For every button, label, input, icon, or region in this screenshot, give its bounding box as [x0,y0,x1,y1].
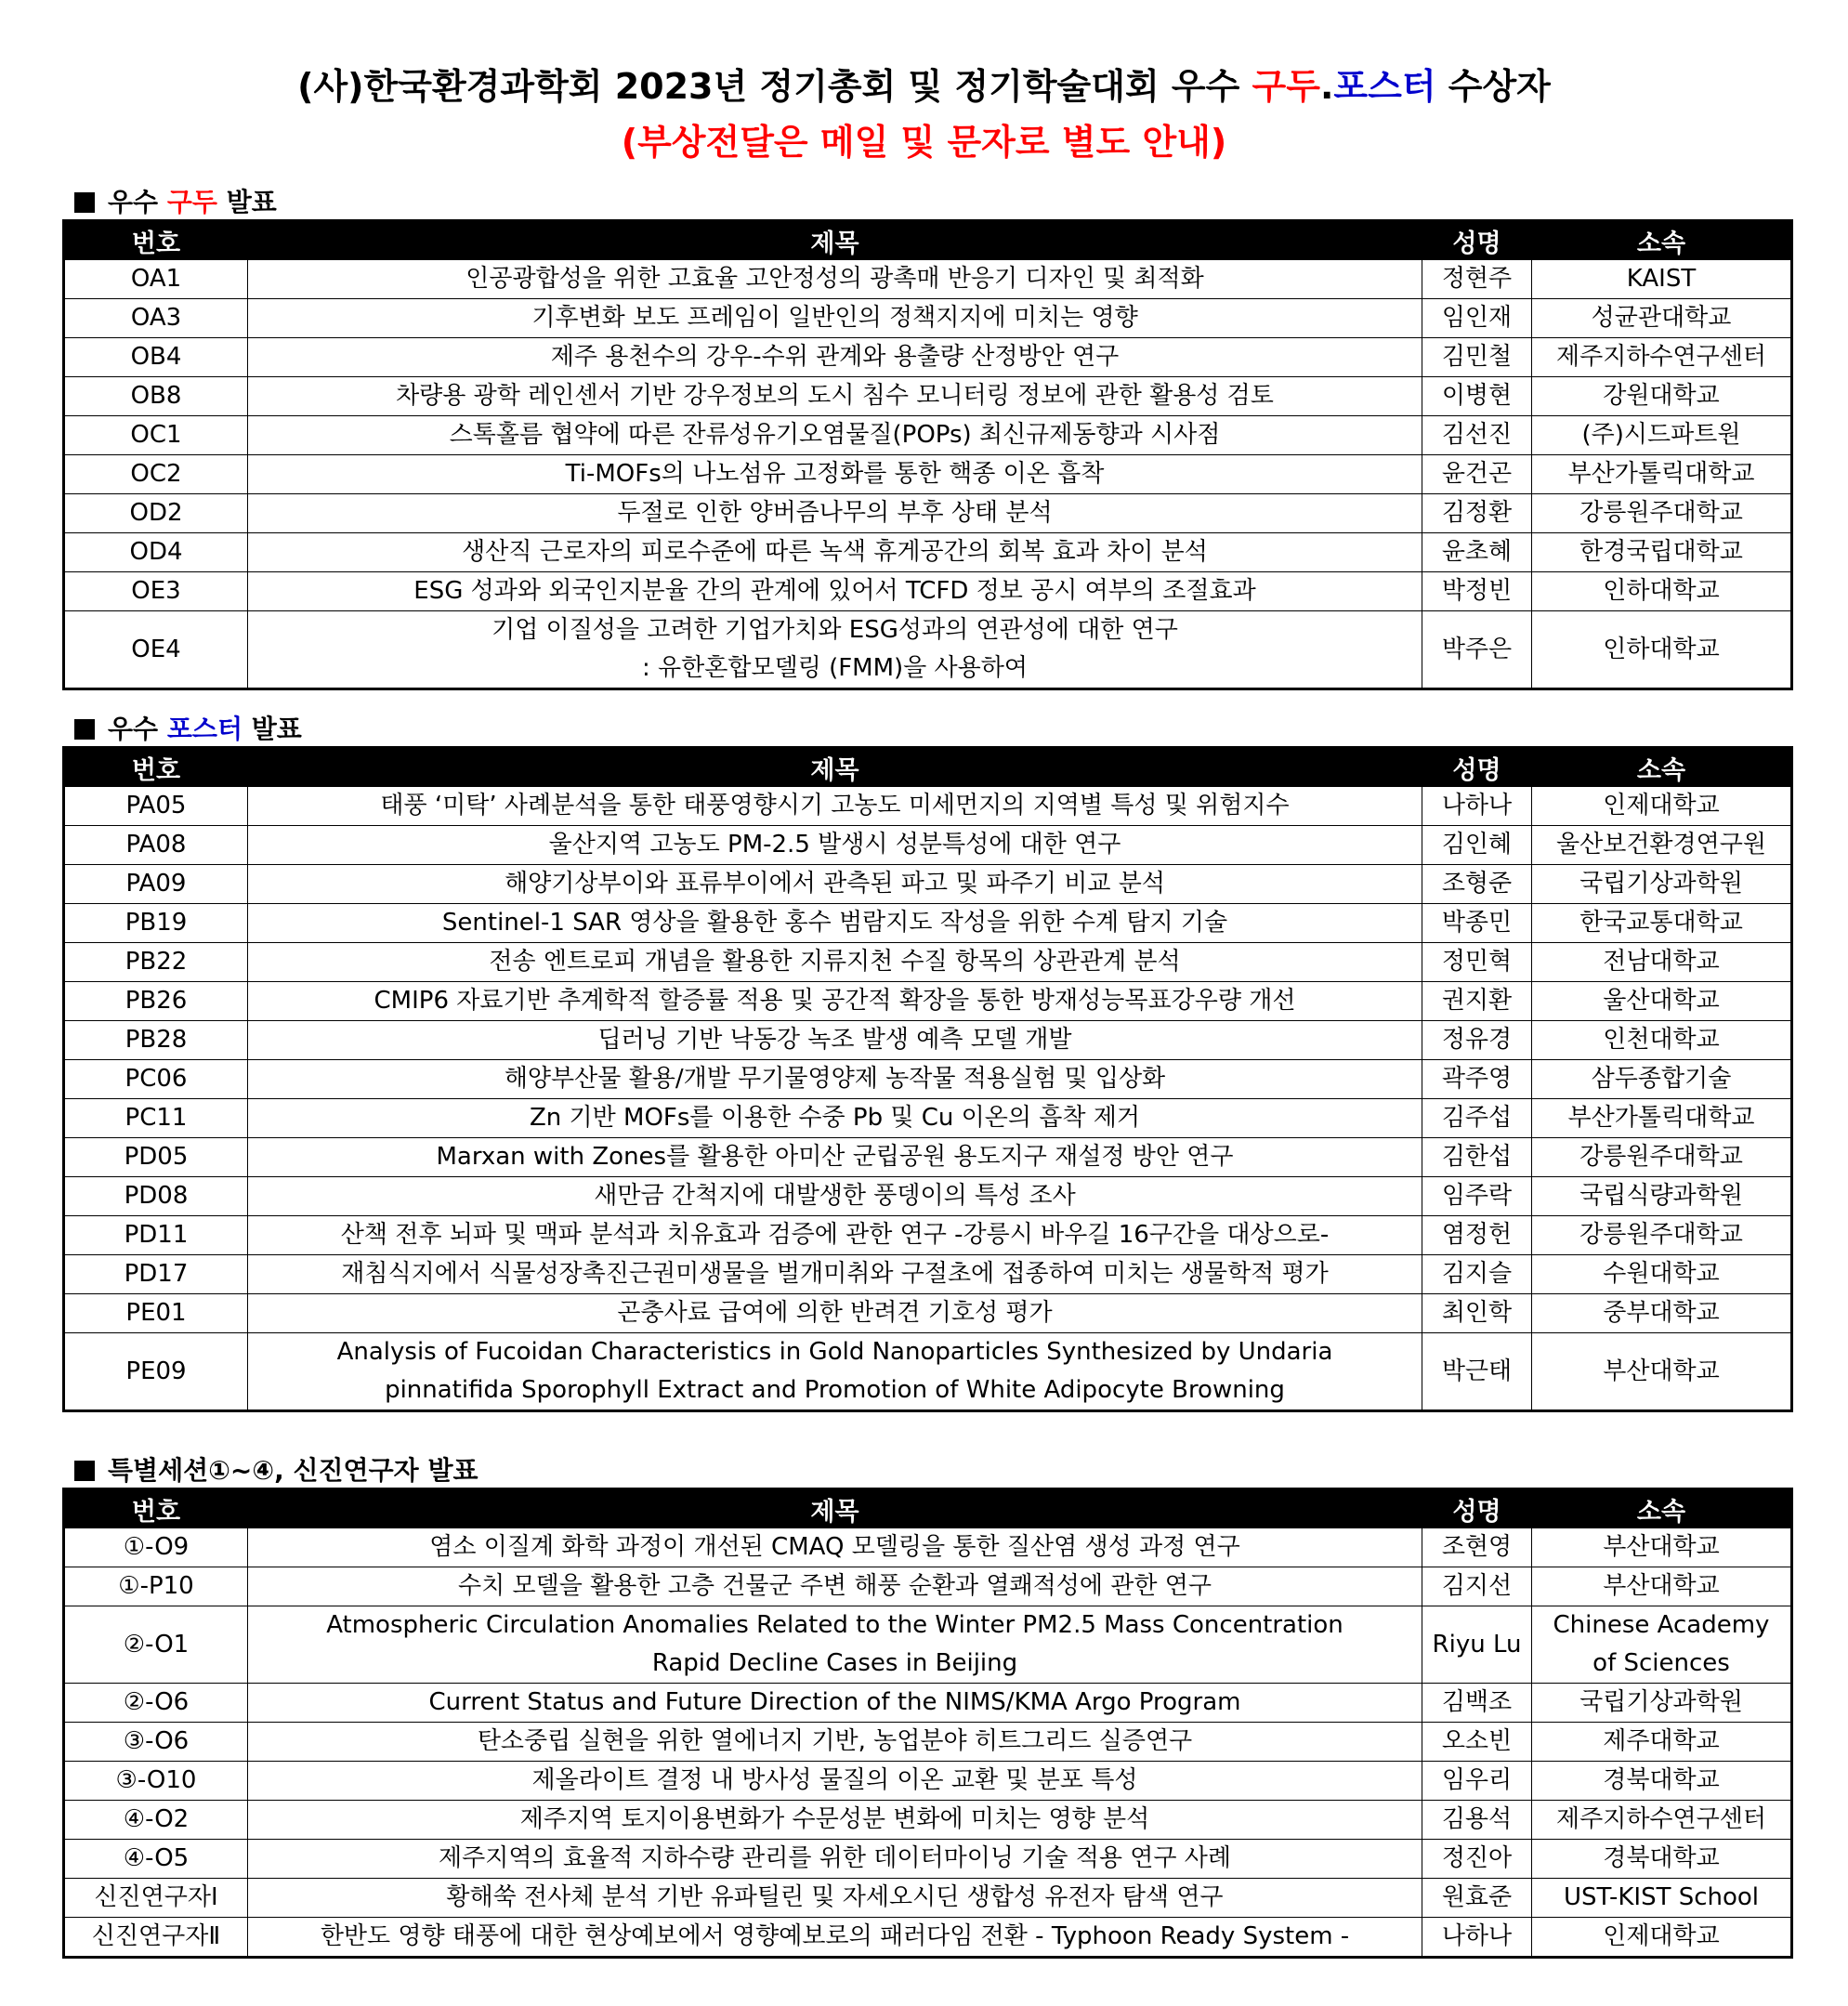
cell-name: 곽주영 [1422,1060,1532,1099]
cell-title-line: Atmospheric Circulation Anomalies Related to the Winter PM2.5 Mass Concentration [326,1611,1343,1639]
cell-title-line: Analysis of Fucoidan Characteristics in Gold Nanoparticles Synthesized by Undaria [336,1338,1333,1366]
cell-name: 권지환 [1422,982,1532,1021]
table-row [64,1723,1792,1762]
cell-affiliation: 국립식량과학원 [1532,1177,1792,1216]
oral-awards-table [62,219,1793,690]
table-row [64,572,1792,611]
cell-affiliation-line: Chinese Academy [1553,1611,1770,1639]
cell-affiliation: 제주지하수연구센터 [1532,1801,1792,1840]
cell-affiliation: 전남대학교 [1532,943,1792,982]
cell-name: 박주은 [1422,611,1532,689]
cell-number: ③-O6 [64,1723,248,1762]
cell-name: 이병현 [1422,377,1532,416]
column-header-title: 제목 [248,748,1422,787]
cell-affiliation: 성균관대학교 [1532,299,1792,338]
cell-number: ④-O5 [64,1840,248,1879]
cell-affiliation: 인천대학교 [1532,1021,1792,1060]
cell-title: Ti-MOFs의 나노섬유 고정화를 통한 핵종 이온 흡착 [248,455,1422,494]
cell-number: OC1 [64,416,248,455]
table-row [64,1801,1792,1840]
square-bullet-icon [74,1461,95,1481]
cell-name: 김지슬 [1422,1255,1532,1294]
cell-title [248,1333,1422,1411]
cell-title: 해양기상부이와 표류부이에서 관측된 파고 및 파주기 비교 분석 [248,865,1422,904]
cell-title: 해양부산물 활용/개발 무기물영양제 농작물 적용실험 및 입상화 [248,1060,1422,1099]
cell-number: PB19 [64,904,248,943]
cell-affiliation: 부산대학교 [1532,1528,1792,1567]
title-dot: . [1319,66,1334,107]
cell-title: 전송 엔트로피 개념을 활용한 지류지천 수질 항목의 상관관계 분석 [248,943,1422,982]
cell-number: PA08 [64,826,248,865]
column-header-title: 제목 [248,221,1422,260]
cell-affiliation: 한국교통대학교 [1532,904,1792,943]
cell-title: Zn 기반 MOFs를 이용한 수중 Pb 및 Cu 이온의 흡착 제거 [248,1099,1422,1138]
table-row [64,1879,1792,1918]
cell-name: 박근태 [1422,1333,1532,1411]
cell-number: PB26 [64,982,248,1021]
table-row [64,494,1792,533]
cell-name: 박종민 [1422,904,1532,943]
table-row [64,533,1792,572]
cell-title: 생산직 근로자의 피로수준에 따른 녹색 휴게공간의 회복 효과 차이 분석 [248,533,1422,572]
cell-title: Marxan with Zones를 활용한 아미산 군립공원 용도지구 재설정 방안 연구 [248,1138,1422,1177]
cell-affiliation: UST-KIST School [1532,1879,1792,1918]
cell-number: 신진연구자Ⅰ [64,1879,248,1918]
cell-affiliation: 인제대학교 [1532,1918,1792,1958]
column-header-number: 번호 [64,748,248,787]
column-header-affiliation: 소속 [1532,221,1792,260]
table-row [64,260,1792,299]
cell-name: 윤건곤 [1422,455,1532,494]
title-suffix: 수상자 [1435,66,1551,107]
cell-affiliation [1532,1606,1792,1684]
table-row [64,377,1792,416]
table-row [64,1606,1792,1684]
cell-number: PD05 [64,1138,248,1177]
column-header-affiliation: 소속 [1532,748,1792,787]
cell-affiliation: 제주대학교 [1532,1723,1792,1762]
cell-number: ②-O6 [64,1684,248,1723]
table-row [64,787,1792,826]
cell-number: OE4 [64,611,248,689]
cell-title: 수치 모델을 활용한 고층 건물군 주변 해풍 순환과 열쾌적성에 관한 연구 [248,1567,1422,1606]
section-heading-oral: 우수 구두 발표 [74,182,277,219]
cell-number: OD4 [64,533,248,572]
cell-title: ESG 성과와 외국인지분율 간의 관계에 있어서 TCFD 정보 공시 여부의 조절효과 [248,572,1422,611]
cell-name: 조형준 [1422,865,1532,904]
table-row [64,982,1792,1021]
cell-affiliation: 국립기상과학원 [1532,1684,1792,1723]
page-title [0,58,1848,109]
cell-number: 신진연구자Ⅱ [64,1918,248,1958]
cell-name: 김인혜 [1422,826,1532,865]
cell-affiliation: 한경국립대학교 [1532,533,1792,572]
section-heading-poster: 우수 포스터 발표 [74,709,302,746]
cell-affiliation: 강원대학교 [1532,377,1792,416]
cell-affiliation: 강릉원주대학교 [1532,1138,1792,1177]
table-row [64,1684,1792,1723]
cell-affiliation: 강릉원주대학교 [1532,1216,1792,1255]
cell-number: OA3 [64,299,248,338]
square-bullet-icon [74,192,95,213]
table-row [64,1528,1792,1567]
cell-title-line: Rapid Decline Cases in Beijing [651,1649,1018,1677]
cell-affiliation: 울산보건환경연구원 [1532,826,1792,865]
column-header-number: 번호 [64,1489,248,1528]
cell-number: OA1 [64,260,248,299]
cell-name: 김정환 [1422,494,1532,533]
cell-affiliation: 부산가톨릭대학교 [1532,455,1792,494]
table-row [64,455,1792,494]
cell-name: 임주락 [1422,1177,1532,1216]
cell-affiliation: 수원대학교 [1532,1255,1792,1294]
title-oral-highlight: 구두 [1252,66,1320,107]
cell-name: 염정헌 [1422,1216,1532,1255]
cell-affiliation: 인하대학교 [1532,611,1792,689]
cell-name: 나하나 [1422,1918,1532,1958]
cell-affiliation: 삼두종합기술 [1532,1060,1792,1099]
cell-title: 한반도 영향 태풍에 대한 현상예보에서 영향예보로의 패러다임 전환 - Typhoon Ready System - [248,1918,1422,1958]
table-row [64,1021,1792,1060]
cell-title: Current Status and Future Direction of the NIMS/KMA Argo Program [248,1684,1422,1723]
cell-name: 윤초혜 [1422,533,1532,572]
table-header-row [64,748,1792,787]
page-subtitle: (부상전달은 메일 및 문자로 별도 안내) [621,122,1227,163]
cell-title: CMIP6 자료기반 추계학적 할증률 적용 및 공간적 확장을 통한 방재성능목표강우량 개선 [248,982,1422,1021]
cell-number: ①-P10 [64,1567,248,1606]
cell-name: 조현영 [1422,1528,1532,1567]
table-row [64,1177,1792,1216]
cell-affiliation: 제주지하수연구센터 [1532,338,1792,377]
cell-title: 재침식지에서 식물성장촉진근권미생물을 벌개미취와 구절초에 접종하여 미치는 생물학적 평가 [248,1255,1422,1294]
table-row [64,299,1792,338]
cell-number: ③-O10 [64,1762,248,1801]
cell-name: 정현주 [1422,260,1532,299]
cell-title: 차량용 광학 레인센서 기반 강우정보의 도시 침수 모니터링 정보에 관한 활용성 검토 [248,377,1422,416]
cell-title: 태풍 ‘미탁’ 사례분석을 통한 태풍영향시기 고농도 미세먼지의 지역별 특성 및 위험지수 [248,787,1422,826]
column-header-title: 제목 [248,1489,1422,1528]
cell-name: 임우리 [1422,1762,1532,1801]
cell-title: 제주지역 토지이용변화가 수문성분 변화에 미치는 영향 분석 [248,1801,1422,1840]
column-header-name: 성명 [1422,748,1532,787]
table-row [64,1294,1792,1333]
cell-title: 염소 이질계 화학 과정이 개선된 CMAQ 모델링을 통한 질산염 생성 과정 연구 [248,1528,1422,1567]
cell-name: 박정빈 [1422,572,1532,611]
cell-name: 정유경 [1422,1021,1532,1060]
cell-number: PB22 [64,943,248,982]
cell-number: PE01 [64,1294,248,1333]
cell-number: ①-O9 [64,1528,248,1567]
cell-name: 오소빈 [1422,1723,1532,1762]
cell-number: OE3 [64,572,248,611]
cell-affiliation: 인하대학교 [1532,572,1792,611]
cell-title: 제올라이트 결정 내 방사성 물질의 이온 교환 및 분포 특성 [248,1762,1422,1801]
cell-affiliation: 울산대학교 [1532,982,1792,1021]
cell-name: 정민혁 [1422,943,1532,982]
cell-number: PE09 [64,1333,248,1411]
square-bullet-icon [74,719,95,740]
cell-affiliation: 강릉원주대학교 [1532,494,1792,533]
cell-number: ④-O2 [64,1801,248,1840]
cell-name: 최인학 [1422,1294,1532,1333]
cell-number: ②-O1 [64,1606,248,1684]
cell-name: 김백조 [1422,1684,1532,1723]
cell-name: 김민철 [1422,338,1532,377]
special-session-table [62,1488,1793,1959]
cell-number: OC2 [64,455,248,494]
cell-title-line: pinnatifida Sporophyll Extract and Promotion of White Adipocyte Browning [385,1376,1285,1404]
cell-number: OB4 [64,338,248,377]
cell-title: 울산지역 고농도 PM-2.5 발생시 성분특성에 대한 연구 [248,826,1422,865]
table-header-row [64,1489,1792,1528]
cell-number: PC06 [64,1060,248,1099]
cell-title: 황해쑥 전사체 분석 기반 유파틸린 및 자세오시딘 생합성 유전자 탐색 연구 [248,1879,1422,1918]
cell-title: 곤충사료 급여에 의한 반려견 기호성 평가 [248,1294,1422,1333]
cell-name: 김용석 [1422,1801,1532,1840]
cell-number: PB28 [64,1021,248,1060]
cell-affiliation-line: of Sciences [1592,1649,1730,1677]
cell-number: OB8 [64,377,248,416]
cell-title: 새만금 간척지에 대발생한 풍뎅이의 특성 조사 [248,1177,1422,1216]
cell-title: 기후변화 보도 프레임이 일반인의 정책지지에 미치는 영향 [248,299,1422,338]
cell-title: 산책 전후 뇌파 및 맥파 분석과 치유효과 검증에 관한 연구 -강릉시 바우길 16구간을 대상으로- [248,1216,1422,1255]
cell-affiliation: 부산가톨릭대학교 [1532,1099,1792,1138]
table-row [64,1567,1792,1606]
cell-name: 김지선 [1422,1567,1532,1606]
cell-name: 김한섭 [1422,1138,1532,1177]
cell-number: PD08 [64,1177,248,1216]
table-row [64,1060,1792,1099]
table-row [64,611,1792,689]
section-heading-special: 특별세션①~④, 신진연구자 발표 [74,1450,478,1488]
table-row [64,1099,1792,1138]
table-row [64,416,1792,455]
table-row [64,1762,1792,1801]
cell-name: 김주섭 [1422,1099,1532,1138]
table-row [64,1918,1792,1958]
table-row [64,865,1792,904]
table-row [64,826,1792,865]
cell-affiliation: 부산대학교 [1532,1567,1792,1606]
cell-title [248,1606,1422,1684]
column-header-number: 번호 [64,221,248,260]
column-header-name: 성명 [1422,221,1532,260]
cell-title: 두절로 인한 양버즘나무의 부후 상태 분석 [248,494,1422,533]
table-row [64,338,1792,377]
cell-affiliation: 경북대학교 [1532,1840,1792,1879]
cell-number: OD2 [64,494,248,533]
table-row [64,1840,1792,1879]
cell-title-line: : 유한혼합모델링 (FMM)을 사용하여 [641,654,1029,682]
cell-title: 스톡홀름 협약에 따른 잔류성유기오염물질(POPs) 최신규제동향과 시사점 [248,416,1422,455]
cell-affiliation: 중부대학교 [1532,1294,1792,1333]
column-header-affiliation: 소속 [1532,1489,1792,1528]
title-poster-highlight: 포스터 [1333,66,1436,107]
cell-number: PD11 [64,1216,248,1255]
cell-name: 김선진 [1422,416,1532,455]
cell-name: 나하나 [1422,787,1532,826]
cell-title: 제주지역의 효율적 지하수량 관리를 위한 데이터마이닝 기술 적용 연구 사례 [248,1840,1422,1879]
cell-number: PA05 [64,787,248,826]
cell-title: Sentinel-1 SAR 영상을 활용한 홍수 범람지도 작성을 위한 수계 탐지 기술 [248,904,1422,943]
poster-awards-table [62,746,1793,1412]
table-row [64,904,1792,943]
cell-number: PD17 [64,1255,248,1294]
cell-title: 제주 용천수의 강우-수위 관계와 용출량 산정방안 연구 [248,338,1422,377]
title-text: (사)한국환경과학회 2023년 정기총회 및 정기학술대회 우수 [297,66,1252,107]
cell-affiliation: 부산대학교 [1532,1333,1792,1411]
table-row [64,1255,1792,1294]
table-row [64,1333,1792,1411]
cell-name: 정진아 [1422,1840,1532,1879]
cell-affiliation: 경북대학교 [1532,1762,1792,1801]
table-header-row [64,221,1792,260]
cell-title-line: 기업 이질성을 고려한 기업가치와 ESG성과의 연관성에 대한 연구 [491,616,1178,644]
cell-title: 인공광합성을 위한 고효율 고안정성의 광촉매 반응기 디자인 및 최적화 [248,260,1422,299]
cell-affiliation: 국립기상과학원 [1532,865,1792,904]
cell-number: PC11 [64,1099,248,1138]
cell-title: 탄소중립 실현을 위한 열에너지 기반, 농업분야 히트그리드 실증연구 [248,1723,1422,1762]
table-row [64,1138,1792,1177]
cell-affiliation: KAIST [1532,260,1792,299]
table-row [64,943,1792,982]
cell-title [248,611,1422,689]
cell-number: PA09 [64,865,248,904]
cell-title: 딥러닝 기반 낙동강 녹조 발생 예측 모델 개발 [248,1021,1422,1060]
cell-affiliation: (주)시드파트원 [1532,416,1792,455]
cell-name: 원효준 [1422,1879,1532,1918]
cell-name: 임인재 [1422,299,1532,338]
cell-affiliation: 인제대학교 [1532,787,1792,826]
cell-name: Riyu Lu [1422,1606,1532,1684]
column-header-name: 성명 [1422,1489,1532,1528]
table-row [64,1216,1792,1255]
